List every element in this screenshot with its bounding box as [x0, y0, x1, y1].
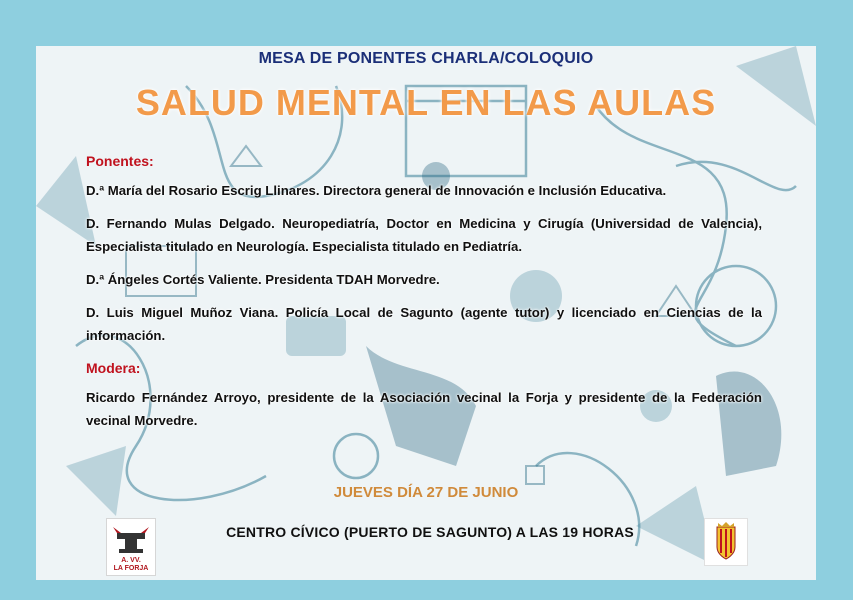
modera-label: Modera:: [86, 360, 141, 376]
event-subtitle: MESA DE PONENTES CHARLA/COLOQUIO: [258, 50, 594, 67]
speaker-item: D.ª Ángeles Cortés Valiente. Presidenta TDAH Morvedre.: [86, 272, 440, 287]
poster: [36, 46, 816, 580]
logo-caption-top: A. VV.: [121, 557, 141, 564]
speaker-item: D. Fernando Mulas Delgado. Neuropediatría, Doctor en Medicina y Cirugía (Universidad de Valencia), Especialista titulado en Neurología. Especialista titulado en Pediatría.: [86, 216, 762, 254]
la-forja-logo: [106, 518, 156, 576]
event-venue: CENTRO CÍVICO (PUERTO DE SAGUNTO) A LAS 19 HORAS: [226, 524, 634, 540]
speaker-item: D. Luis Miguel Muñoz Viana. Policía Local de Sagunto (agente tutor) y licenciado en Ciencias de la información.: [86, 305, 762, 343]
moderator-text: Ricardo Fernández Arroyo, presidente de la Asociación vecinal la Forja y presidente de la Federación vecinal Morvedre.: [86, 390, 762, 428]
ponentes-label: Ponentes:: [86, 153, 154, 169]
municipal-crest-logo: [704, 518, 748, 566]
speaker-item: D.ª María del Rosario Escrig Llinares. Directora general de Innovación e Inclusión Educativa.: [86, 183, 667, 198]
crest-icon: [705, 519, 747, 565]
speakers-section: [86, 150, 762, 442]
event-date: JUEVES DÍA 27 DE JUNIO: [333, 484, 519, 501]
logo-caption-bottom: LA FORJA: [113, 565, 149, 572]
anvil-icon: [107, 519, 155, 559]
event-title: SALUD MENTAL EN LAS AULAS: [135, 82, 717, 123]
